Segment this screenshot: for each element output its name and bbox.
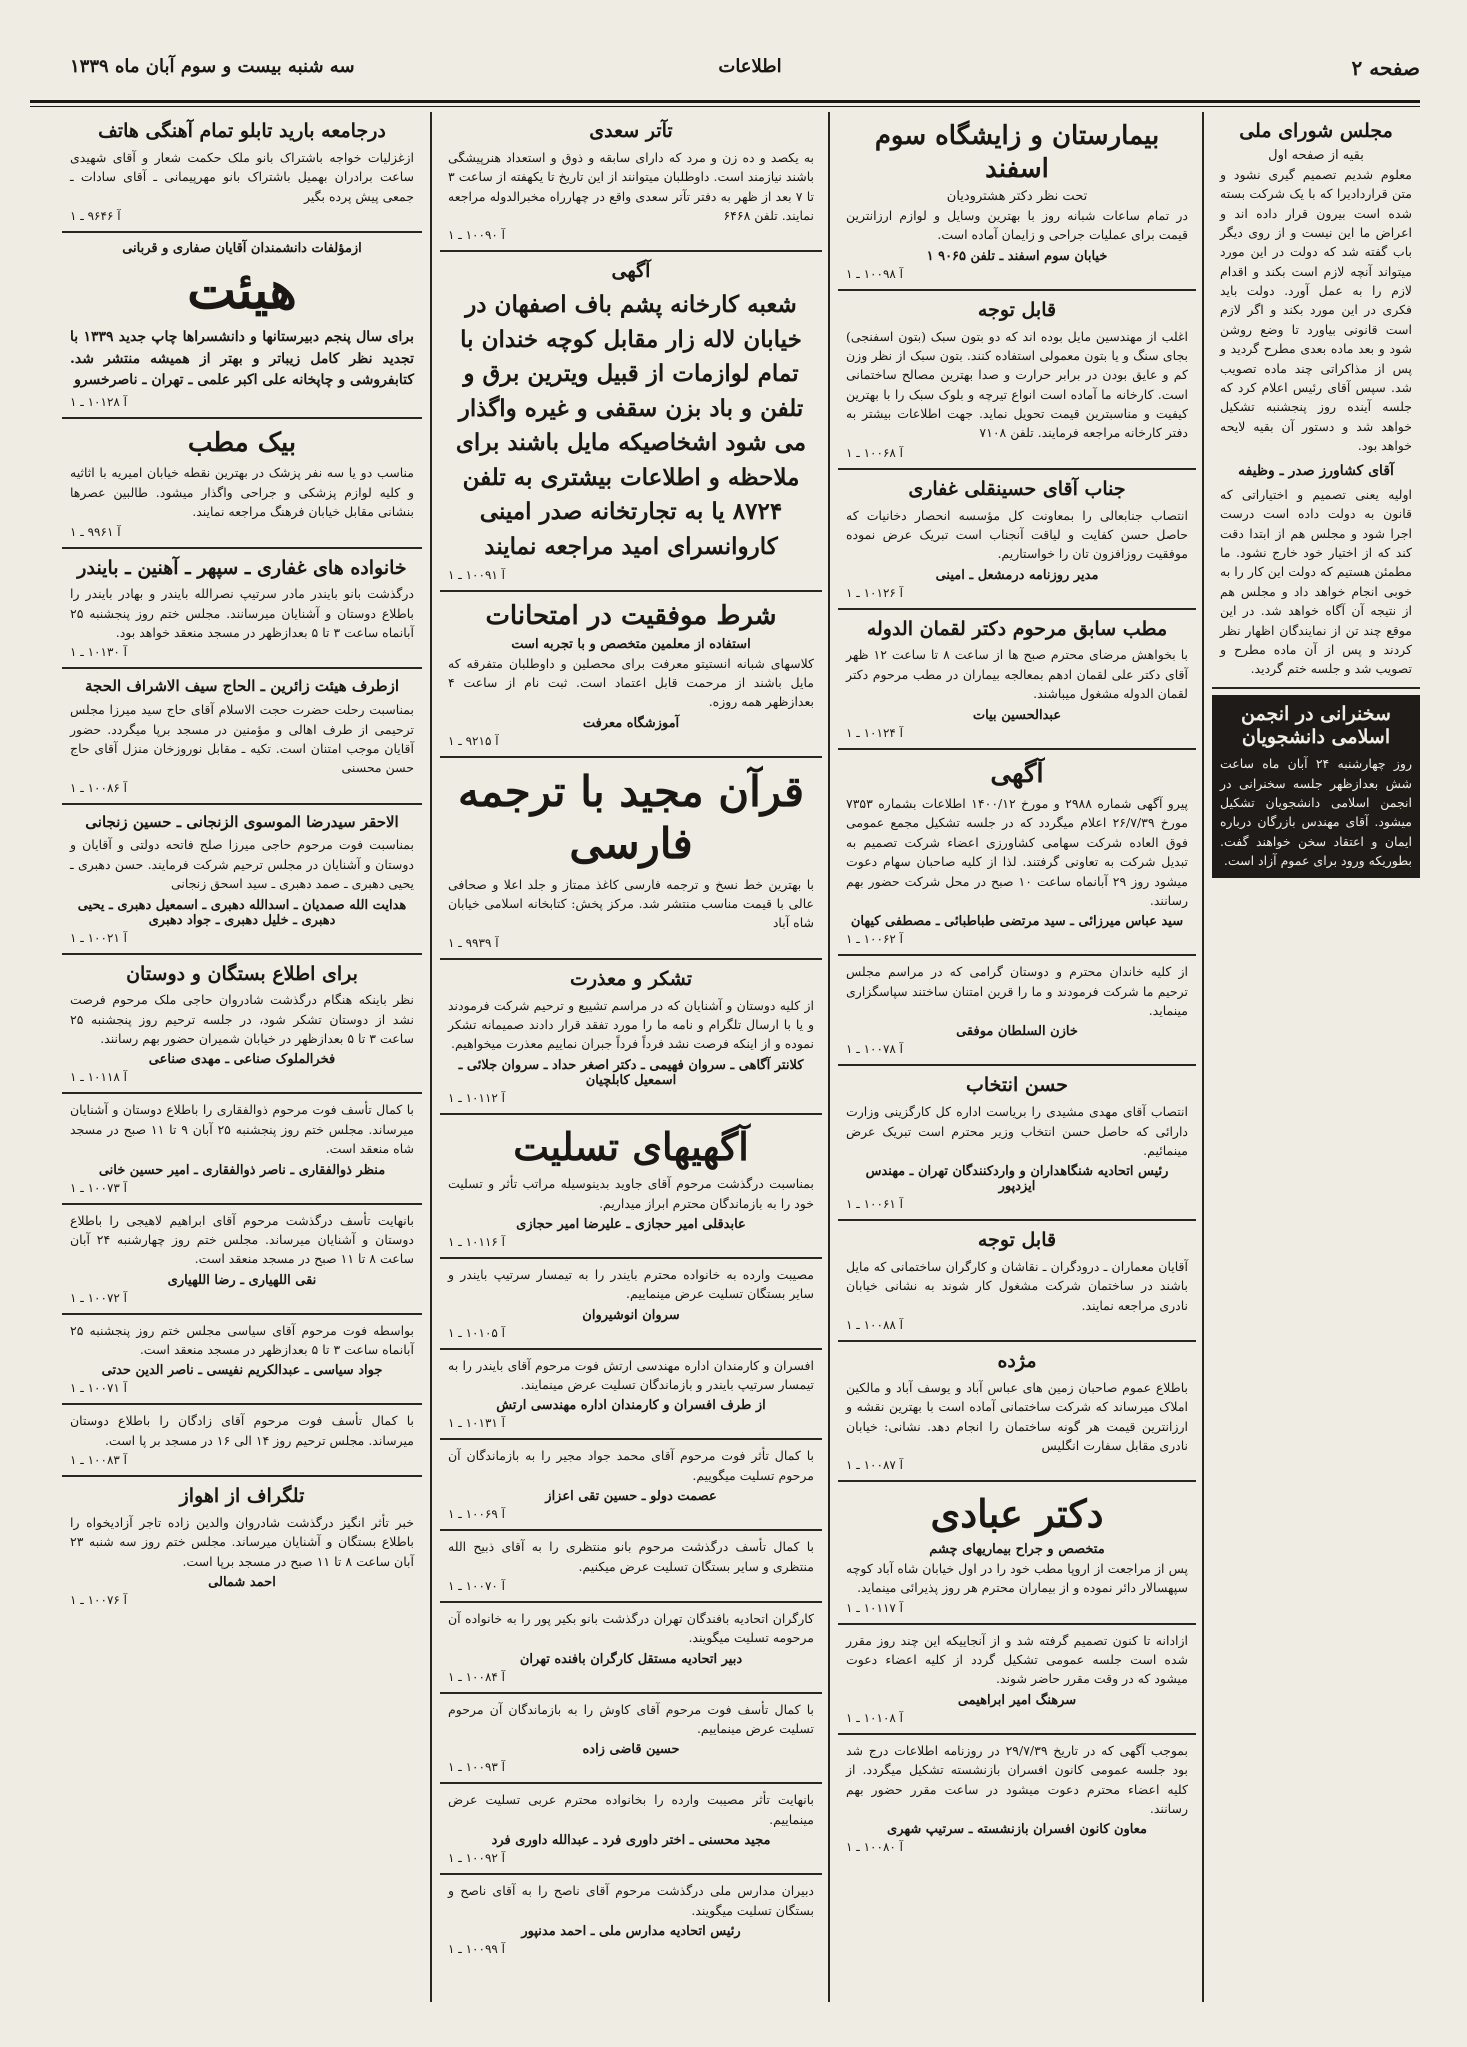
good-news-ad bbox=[838, 1342, 1196, 1482]
memorial-body: بمناسبت فوت مرحوم حاجی میرزا صلح فاتحه دولتی و آقایان و دوستان و آشنایان در مجلس ترحیم شرکت فرمایند. حسن دهبری ـ یحیی دهبری ـ صمد دهبری ـ سید اسحق زنجانی bbox=[70, 837, 414, 892]
doctor-ebadi-ad bbox=[838, 1482, 1196, 1624]
memorial-notice bbox=[62, 1205, 422, 1315]
apology-title: تشکر و معذرت bbox=[570, 967, 692, 990]
good-choice-title: حسن انتخاب bbox=[965, 1074, 1068, 1097]
lecture-title: سخنرانی در انجمن اسلامی دانشجویان bbox=[1241, 702, 1391, 749]
ad-code: آ ۱۰۰۷۳ ـ ۱ bbox=[70, 1180, 127, 1195]
concrete-ad bbox=[838, 291, 1196, 470]
ad-code: آ ۱۰۱۰۸ ـ ۱ bbox=[846, 1710, 903, 1725]
thanks-notice bbox=[838, 956, 1196, 1066]
memorial-body: با کمال تأسف فوت مرحوم آقای زادگان را باطلاع دوستان میرساند. مجلس ترحیم روز ۱۴ الی ۱۶ در مسجد بر پا است. bbox=[70, 1413, 414, 1448]
memorial-body: نظر باینکه هنگام درگذشت شادروان حاجی ملک مرحوم فرصت نشد از دوستان تشکر شود، در جلسه ترحیم روز پنجشنبه ۲۵ ساعت ۳ تا ۵ بعدازظهر در خیابان شمیران حضور بهم رسانند. bbox=[70, 992, 414, 1047]
factory-body: شعبه کارخانه پشم باف اصفهان در خیابان لاله زار مقابل کوچه خندان با تمام لوازمات از قبیل ویترین برق و تلفن و باد بزن سقفی و غیره واگذار می شود اشخاصیکه مایل باشند برای ملاحظه و اطلاعات بیشتری به تلفن ۸۷۲۴ یا به تجارتخانه صدر امینی کاروانسرای امید مراجعه نمایند bbox=[455, 291, 807, 560]
memorial-body: با کمال تأسف فوت مرحوم ذوالفقاری را باطلاع دوستان و آشنایان میرساند. مجلس ختم روز پنجشنبه ۲۵ آبان ۹ تا ۱۱ صبح در مسجد شاه منعقد است. bbox=[70, 1102, 414, 1157]
ad-code: آ ۱۰۰۹۸ ـ ۱ bbox=[846, 266, 903, 281]
hospital-body: در تمام ساعات شبانه روز با بهترین وسایل و لوازم ارزانترین قیمت برای عملیات جراحی و زایمان آماده است. bbox=[846, 208, 1188, 243]
ad-code: آ ۱۰۰۸۴ ـ ۱ bbox=[448, 1669, 505, 1684]
officers-sig: معاون کانون افسران بازنشسته ـ سرتیپ شهری bbox=[887, 1822, 1147, 1838]
parliament-subhead: آقای کشاورز صدر ـ وظیفه bbox=[1238, 463, 1394, 480]
saadi-theater-ad bbox=[440, 112, 822, 252]
music-program-ad bbox=[62, 112, 422, 233]
condolence-ad bbox=[440, 1603, 822, 1694]
ad-code: آ ۱۰۱۱۲ ـ ۱ bbox=[448, 1090, 505, 1105]
ad-code: آ ۱۰۱۰۵ ـ ۱ bbox=[448, 1325, 505, 1340]
ad-code: آ ۱۰۱۲۸ ـ ۱ bbox=[70, 394, 127, 409]
memorial-title: برای اطلاع بستگان و دوستان bbox=[126, 962, 358, 985]
misc-sig: سرهنگ امیر ابراهیمی bbox=[957, 1692, 1077, 1708]
memorial-sig: فخرالملوک صناعی ـ مهدی صناعی bbox=[148, 1052, 336, 1068]
obituary-families bbox=[62, 549, 422, 670]
quran-ad bbox=[440, 758, 822, 960]
ad-code: آ ۱۰۰۸۰ ـ ۱ bbox=[846, 1840, 903, 1855]
thanks-sig: خازن السلطان موفقی bbox=[956, 1024, 1078, 1040]
memorial-sig: جواد سیاسی ـ عبدالکریم نفیسی ـ ناصر الدین حدتی bbox=[101, 1363, 383, 1379]
ad-code: آ ۱۰۰۹۳ ـ ۱ bbox=[448, 1760, 505, 1775]
concrete-body: اغلب از مهندسین مایل بوده اند که دو بتون سبک (بتون اسفنجی) بجای سنگ و یا بتون معمولی استفاده کنند. بتون سبک از نظر وزن کم و عایق بودن در برابر حرارت و صدا بهترین مصالح ساختمانی است. کارخانه ما آماده است انواع تیرچه و بلوک سبک را با بهترین کیفیت و مناسبترین قیمت تحویل نماید. جهت اطلاعات بیشتر به دفتر کارخانه مراجعه فرمایند. تلفن ۷۱۰۸ bbox=[846, 328, 1188, 441]
memorial-body: بمناسبت رحلت حضرت حجت الاسلام آقای حاج سید میرزا مجلس ترحیمی از طرف اهالی و مؤمنین در مسجد برپا میگردد. حضور آقایان موجب امتنان است. تکیه ـ مقابل نوروزخان منزل آقای حاج حسن محسنی bbox=[70, 702, 414, 776]
music-body: ازغزلیات خواجه باشتراک بانو ملک حکمت شعار و آقای شهیدی ساعت برادران بهمیل باشتراک بانو مهرپیمانی ـ آقای سادات ـ جمعی پیش پرده بگیر bbox=[70, 149, 414, 204]
factory-branch-ad bbox=[440, 252, 822, 592]
ad-code: آ ۱۰۰۹۲ ـ ۱ bbox=[448, 1851, 505, 1866]
ad-code: آ ۹۲۱۵ ـ ۱ bbox=[448, 733, 499, 748]
lecture-body: روز چهارشنبه ۲۴ آبان ماه ساعت شش بعدازظهر جلسه سخنرانی در انجمن اسلامی دانشجویان تشکیل میشود. آقای مهندس بازرگان درباره ایمان و اعتقاد سخن خواهند گفت. بطوریکه ورود برای عموم آزاد است. bbox=[1220, 756, 1412, 868]
memorial-notice bbox=[62, 1405, 422, 1477]
builders-body: آقایان معماران ـ درودگران ـ نقاشان و کارگران ساختمانی که مایل باشند در ساختمان شرکت مشغول کار شوند به نشانی خیابان نادری مراجعه نمایند. bbox=[846, 1259, 1188, 1313]
memorial-title: ازطرف هیئت زائرین ـ الحاج سیف الاشراف الحجة bbox=[85, 677, 399, 696]
doctor-ebadi-title: دکتر عبادی bbox=[930, 1491, 1104, 1537]
good-choice-body: انتصاب آقای مهدی مشیدی را بریاست اداره کل کارگزینی وزارت دارائی که حاصل حسن انتخاب وزیر محترم است تبریک عرض مینمائیم. bbox=[846, 1104, 1188, 1158]
obituary-title: خانواده های غفاری ـ سپهر ـ آهنین ـ بایندر bbox=[77, 556, 407, 579]
condolence-sig: عابدقلی امیر حجازی ـ علیرضا امیر حجازی bbox=[516, 1216, 746, 1232]
hospital-address: خیابان سوم اسفند ـ تلفن ۹۰۶۵ ۱ bbox=[926, 248, 1108, 264]
memorial-sig: هدایت الله صمدیان ـ اسدالله دهبری ـ اسمعیل دهبری ـ یحیی دهبری ـ خلیل دهبری ـ جواد دهبری bbox=[77, 897, 407, 928]
ad-code: آ ۱۰۰۶۸ ـ ۱ bbox=[846, 445, 903, 460]
ad-code: آ ۱۰۰۶۹ ـ ۱ bbox=[448, 1507, 505, 1522]
hospital-sub: تحت نظر دکتر هشترودیان bbox=[946, 189, 1088, 204]
company-notice-title: آگهی bbox=[990, 758, 1044, 789]
officers-body: بموجب آگهی که در تاریخ ۲۹/۷/۳۹ در روزنامه اطلاعات درج شد بود جلسه عمومی کانون افسران بازنشسته تشکیل میگردد. از کلیه اعضاء محترم دعوت میشود در ساعت مقرر حضور بهم رسانند. bbox=[846, 1742, 1188, 1816]
condolence-ad bbox=[440, 1440, 822, 1531]
memorial-sig: منظر ذوالفقاری ـ ناصر ذوالفقاری ـ امیر حسین خانی bbox=[98, 1162, 386, 1178]
masthead bbox=[30, 40, 1420, 90]
condolence-body: با کمال تأسف فوت مرحوم آقای کاوش را به بازماندگان آن مرحوم تسلیت عرض مینماییم. bbox=[448, 1701, 814, 1736]
ad-code: آ ۱۰۰۹۰ ـ ۱ bbox=[448, 228, 505, 243]
ad-code: آ ۱۰۰۸۳ ـ ۱ bbox=[70, 1453, 127, 1468]
ad-code: آ ۱۰۰۷۸ ـ ۱ bbox=[846, 1042, 903, 1057]
condolence-ad bbox=[440, 1350, 822, 1441]
condolence-sig: حسین قاضی زاده bbox=[582, 1742, 680, 1758]
ad-code: آ ۱۰۰۸۷ ـ ۱ bbox=[846, 1458, 903, 1473]
ahvaz-telegram bbox=[62, 1477, 422, 1615]
misc-body: ازادانه تا کنون تصمیم گرفته شد و از آنجاییکه این چند روز مقرر شده است جلسه عمومی تشکیل گردد از کلیه اعضاء دعوت میشود که در وقت مقرر حاضر شوند. bbox=[846, 1632, 1188, 1687]
page-number: صفحه ۲ bbox=[1351, 56, 1420, 80]
ad-code: آ ۱۰۰۸۶ ـ ۱ bbox=[70, 780, 127, 795]
exam-sub: استفاده از معلمین متخصص و با تجربه است bbox=[511, 636, 751, 652]
ad-code: آ ۱۰۰۹۱ ـ ۱ bbox=[448, 568, 505, 582]
quran-title: قرآن مجید با ترجمه فارسی bbox=[457, 766, 805, 869]
exam-success-ad bbox=[440, 592, 822, 758]
ad-code: آ ۱۰۰۶۱ ـ ۱ bbox=[846, 1197, 903, 1212]
hospital-title: بیمارستان و زایشگاه سوم اسفند bbox=[874, 121, 1160, 184]
concrete-title: قابل توجه bbox=[977, 298, 1057, 321]
condolence-sig: رئیس اتحادیه مدارس ملی ـ احمد مدنپور bbox=[521, 1923, 741, 1939]
condolence-body: کارگران اتحادیه بافندگان تهران درگذشت بانو بکیر پور را به خانواده آن مرحومه تسلیت میگویند. bbox=[448, 1610, 814, 1646]
condolence-sig: از طرف افسران و کارمندان اداره مهندسی ارتش bbox=[496, 1398, 766, 1414]
condolence-ad bbox=[440, 1115, 822, 1259]
ad-code: آ ۱۰۰۷۲ ـ ۱ bbox=[70, 1290, 127, 1305]
issue-date: سه شنبه بیست و سوم آبان ماه ۱۳۳۹ bbox=[70, 56, 355, 77]
company-notice bbox=[838, 750, 1196, 957]
parliament-body-2: اولیه یعنی تصمیم و اختیاراتی که قانون به دولت داده است درست اجرا شود و مجلس هم از ابتدا دقت کند که از اختیار خود خارج نشود. ما مطمئن هستیم که دولت این کار را به خوبی انجام خواهد داد و مجلس هم از نتیجه آن آگاه خواهد شد. در این موقع چند تن از نمایندگان اظهار نظر کردند و پس از آن ماده مطرح و تصویب شد و جلسه ختم گردید. bbox=[1220, 486, 1412, 677]
book-title: هیئت bbox=[187, 259, 297, 321]
newspaper-name: اطلاعات bbox=[718, 56, 782, 77]
quran-body: با بهترین خط نسخ و ترجمه فارسی کاغذ ممتاز و جلد اعلا و صحافی عالی با قیمت مناسب منتشر شد. مرکز پخش: کتابخانه اسلامی خیابان شاه آباد bbox=[448, 876, 814, 931]
clinic-title: مطب سابق مرحوم دکتر لقمان الدوله bbox=[866, 617, 1168, 640]
condolence-ad bbox=[440, 1259, 822, 1350]
ghaffari-body: انتصاب جنابعالی را بمعاونت کل مؤسسه انحصار دخانیات که حاصل حسن کفایت و لیاقت آنجناب است تبریک عرض نموده موفقیت روزافزون تان را خواستاریم. bbox=[846, 507, 1188, 562]
ad-code: آ ۱۰۱۱۷ ـ ۱ bbox=[846, 1600, 903, 1615]
condolence-sig: دبیر اتحادیه مستقل کارگران بافنده تهران bbox=[519, 1651, 743, 1667]
book-body: برای سال پنجم دبیرستانها و دانشسراها چاپ جدید ۱۳۳۹ با تجدید نظر کامل زیباتر و بهتر از همیشه منتشر شد. کتابفروشی و چاپخانه علی اکبر علمی ـ تهران ـ ناصرخسرو bbox=[70, 328, 415, 389]
telegram-title: تلگراف از اهواز bbox=[179, 1485, 305, 1508]
memorial-notice bbox=[62, 805, 422, 955]
good-choice-sig: رئیس اتحادیه شنگاهداران و واردکنندگان تهران ـ مهندس ایزدپور bbox=[865, 1164, 1169, 1195]
thanks-apology bbox=[440, 960, 822, 1115]
masthead-rule-thin bbox=[30, 106, 1420, 107]
ad-code: آ ۱۰۰۷۱ ـ ۱ bbox=[70, 1381, 127, 1396]
ad-code: آ ۱۰۰۲۱ ـ ۱ bbox=[70, 930, 127, 945]
good-news-title: مژده bbox=[997, 1350, 1037, 1373]
condolence-body: دبیران مدارس ملی درگذشت مرحوم آقای ناصح را به آقای ناصح و بستگان تسلیت میگویند. bbox=[448, 1883, 814, 1918]
condolence-ad bbox=[440, 1784, 822, 1875]
memorial-sig: نقی اللهیاری ـ رضا اللهیاری bbox=[167, 1272, 317, 1288]
astronomy-book-ad bbox=[62, 233, 422, 419]
column-divider bbox=[430, 112, 432, 2002]
condolence-ad bbox=[440, 1875, 822, 1964]
telegram-body: خبر تأثر انگیز درگذشت شادروان والدین زاده تاجر آزادیخواه را باطلاع بستگان و آشنایان میرساند. مجلس ختم روز سه شنبه ۲۳ آبان ساعت ۸ تا ۱۱ صبح در مسجد برپا است. bbox=[70, 1514, 414, 1569]
builders-ad bbox=[838, 1221, 1196, 1342]
doctor-ebadi-body: پس از مراجعت از اروپا مطب خود را در اول خیابان شاه آباد کوچه سپهسالار دائر نموده و از بیماران محترم هر روز پذیرائی مینماید. bbox=[846, 1560, 1188, 1596]
memorial-notice bbox=[62, 1315, 422, 1406]
exam-title: شرط موفقیت در امتحانات bbox=[485, 601, 777, 631]
ad-code: آ ۱۰۰۹۹ ـ ۱ bbox=[448, 1941, 505, 1956]
ad-code: آ ۱۰۰۶۲ ـ ۱ bbox=[846, 932, 903, 947]
parliament-continued: بقیه از صفحه اول bbox=[1268, 147, 1364, 163]
memorial-notice bbox=[62, 669, 422, 804]
memorial-body: بواسطه فوت مرحوم آقای سیاسی مجلس ختم روز پنجشنبه ۲۵ آبانماه ساعت ۳ تا ۵ بعدازظهر در مسجد منعقد است. bbox=[70, 1322, 414, 1358]
clinic-body: با بخواهش مرضای محترم صبح ها از ساعت ۸ تا ساعت ۱۲ ظهر آقای دکتر علی لقمان ادهم بمعالجه بیماران در مطب مرحوم دکتر لقمان الدوله مشغول میباشند. bbox=[846, 647, 1188, 702]
ghaffari-title: جناب آقای حسینقلی غفاری bbox=[908, 477, 1126, 500]
memorial-body: بانهایت تأسف درگذشت مرحوم آقای ابراهیم لاهیجی را باطلاع دوستان و آشنایان میرساند. مجلس ختم روز چهارشنبه ۲۴ آبان ساعت ۸ تا ۱۱ صبح در مسجد منعقد است. bbox=[70, 1212, 414, 1267]
music-title: درجامعه بارید تابلو تمام آهنگی هاتف bbox=[98, 120, 386, 142]
builders-title: قابل توجه bbox=[977, 1229, 1057, 1252]
misc-notice bbox=[838, 1625, 1196, 1735]
condolence-section-title: آگهیهای تسلیت bbox=[513, 1123, 749, 1169]
memorial-notice bbox=[62, 1094, 422, 1204]
condolence-body: با کمال تأسف درگذشت مرحوم بانو منتظری را به آقای ذبیح الله منتظری و سایر بستگان تسلیت عرض میکنیم. bbox=[448, 1539, 814, 1574]
masthead-rule bbox=[30, 100, 1420, 103]
ad-code: آ ۱۰۱۳۰ ـ ۱ bbox=[70, 645, 127, 660]
clinic-sig: عبدالحسین بیات bbox=[972, 707, 1062, 723]
doctor-ebadi-specialty: متخصص و جراح بیماریهای چشم bbox=[929, 1541, 1105, 1557]
apology-sig: کلانتر آگاهی ـ سروان فهیمی ـ دکتر اصغر حداد ـ سروان جلائی ـ اسمعیل کابلچیان bbox=[458, 1057, 804, 1088]
clinic-rent-title: بیک مطب bbox=[187, 427, 297, 458]
parliament-body: معلوم شدیم تصمیم گیری نشود و متن قراردادیرا که با یک شرکت بسته شده است بیرون قرار داده اند و اعراض ما این نیست و از روی دیگر باب گفته شد که دولت در این مورد میتواند آنچه لازم است بکند و اقدام لازم را به عمل آورد. دولت باید فکری در این مورد بکند و اگر لازم است قانونی بیاورد تا وضع روشن شود و بعد ماده بعدی مطرح گردید و پس از مذاکراتی چند ماده تصویب شد. سپس آقای رئیس اعلام کرد که جلسه آینده روز پنجشنبه تشکیل خواهد شد و دستور آن بقیه لایحه خواهد بود. bbox=[1220, 166, 1412, 453]
condolence-body: بمناسبت درگذشت مرحوم آقای جاوید بدینوسیله مراتب تأثر و تسلیت خود را به بازماندگان محترم ابراز میداریم. bbox=[448, 1176, 814, 1211]
column-ads-4 bbox=[62, 112, 422, 2002]
memorial-notice bbox=[62, 955, 422, 1095]
exam-body: کلاسهای شبانه انستیتو معرفت برای محصلین و داوطلبان متفرقه که مایل باشند از مرحمت قابل اعتماد است. ثبت نام از ساعت ۴ بعدازظهر همه روزه. bbox=[448, 655, 814, 710]
condolence-sig: عصمت دولو ـ حسین تقی اعزاز bbox=[545, 1489, 717, 1505]
congrats-ghaffari bbox=[838, 470, 1196, 610]
ad-code: آ ۱۰۱۲۴ ـ ۱ bbox=[846, 725, 903, 740]
column-divider bbox=[1202, 112, 1204, 2002]
condolence-ad bbox=[440, 1531, 822, 1603]
condolence-body: با کمال تأثر فوت مرحوم آقای محمد جواد مجیر را به بازماندگان آن مرحوم تسلیت میگوییم. bbox=[448, 1448, 814, 1483]
column-parliament bbox=[1212, 112, 1420, 2002]
exam-sig: آموزشگاه معرفت bbox=[582, 715, 680, 731]
book-authors: ازمؤلفات دانشمندان آقایان صفاری و قربانی bbox=[122, 240, 362, 256]
company-notice-body: پیرو آگهی شماره ۲۹۸۸ و مورخ ۱۴۰۰/۱۲ اطلاعات بشماره ۷۳۵۳ مورخ ۲۶/۷/۳۹ اعلام میگردد که در جلسه تشکیل مجمع عمومی فوق العاده شرکت سهامی کشاورزی اعضاء شرکت تصمیم به تبدیل شرکت به تعاونی گرفتند. لذا از کلیه صاحبان سهام دعوت میشود روز ۲۹ آبانماه ساعت ۱۰ صبح در محل شرکت حضور بهم رسانند. bbox=[846, 796, 1188, 908]
ad-code: آ ۱۰۰۷۶ ـ ۱ bbox=[70, 1593, 127, 1608]
thanks-body: از کلیه خاندان محترم و دوستان گرامی که در مراسم مجلس ترحیم ما شرکت فرمودند و ما را قرین امتنان ساختند سپاسگزاری مینماید. bbox=[846, 964, 1188, 1018]
condolence-sig: سروان انوشیروان bbox=[582, 1307, 680, 1323]
company-notice-sig: سید عباس میرزائی ـ سید مرتضی طباطبائی ـ مصطفی کیهان bbox=[850, 914, 1184, 930]
condolence-ad bbox=[440, 1694, 822, 1785]
ad-code: آ ۱۰۱۲۶ ـ ۱ bbox=[846, 585, 903, 600]
factory-title: آگهی bbox=[611, 260, 651, 283]
ad-code: آ ۱۰۰۸۸ ـ ۱ bbox=[846, 1318, 903, 1333]
parliament-title: مجلس شورای ملی bbox=[1239, 120, 1393, 142]
condolence-body: مصیبت وارده به خانواده محترم بایندر را به تیمسار سرتیپ بایندر و سایر بستگان تسلیت عرض مینماییم. bbox=[448, 1266, 814, 1302]
obituary-body: درگذشت بانو بایندر مادر سرتیپ نصرالله بایندر و بهادر بایندر را باطلاع دوستان و آشنایان میرسانند. مجلس ختم روز پنجشنبه ۲۵ آبانماه ساعت ۳ تا ۵ بعدازظهر در مسجد منعقد خواهد بود. bbox=[70, 586, 414, 641]
parliament-report bbox=[1212, 112, 1420, 689]
ad-code: آ ۱۰۱۱۶ ـ ۱ bbox=[448, 1234, 505, 1249]
ad-code: آ ۹۹۳۹ ـ ۱ bbox=[448, 935, 499, 950]
ad-code: آ ۹۹۶۱ ـ ۱ bbox=[70, 524, 121, 539]
column-ads-2 bbox=[838, 112, 1196, 2002]
ad-code: آ ۱۰۰۷۰ ـ ۱ bbox=[448, 1578, 505, 1593]
ad-code: آ ۱۰۱۳۱ ـ ۱ bbox=[448, 1416, 505, 1431]
good-choice-ad bbox=[838, 1066, 1196, 1221]
clinic-rent-ad bbox=[62, 419, 422, 549]
condolence-body: افسران و کارمندان اداره مهندسی ارتش فوت مرحوم آقای بایندر را به تیمسار سرتیپ بایندر و بازماندگان تسلیت عرض مینمایند. bbox=[448, 1357, 814, 1392]
clinic-ad bbox=[838, 610, 1196, 750]
ad-code: آ ۹۶۴۶ ـ ۱ bbox=[70, 208, 121, 223]
ad-code: آ ۱۰۱۱۸ ـ ۱ bbox=[70, 1070, 127, 1085]
telegram-sig: احمد شمالی bbox=[208, 1575, 276, 1591]
saadi-body: به یکصد و ده زن و مرد که دارای سابقه و ذوق و استعداد هنرپیشگی باشند نیازمند است. داوطلبان میتوانند از این تاریخ تا یکهفته از ساعت ۳ تا ۷ بعد از ظهر به دفتر تآتر سعدی واقع در چهارراه مخبرالدوله مراجعه نمایند. تلفن ۶۴۶۸ bbox=[448, 149, 814, 223]
apology-body: از کلیه دوستان و آشنایان که در مراسم تشییع و ترحیم شرکت فرمودند و یا با ارسال تلگرام و نامه ما را مورد تفقد قرار دادند صمیمانه تشکر نموده و از اینکه فرصت نشد فرداً فرداً جبران نماییم معذرت میخواهیم. bbox=[448, 997, 814, 1052]
student-lecture-notice bbox=[1212, 695, 1420, 879]
saadi-title: تآتر سعدی bbox=[589, 120, 673, 142]
officers-notice bbox=[838, 1735, 1196, 1863]
column-ads-3 bbox=[440, 112, 822, 2002]
good-news-body: باطلاع عموم صاحبان زمین های عباس آباد و یوسف آباد و مالکین املاک میرساند که شرکت ساختمانی آماده است با بهترین نقشه و ارزانترین قیمت هر گونه ساختمان را انجام دهد. نشانی: خیابان نادری مقابل سفارت انگلیس bbox=[846, 1379, 1188, 1453]
ghaffari-sig: مدیر روزنامه درمشعل ـ امینی bbox=[935, 567, 1099, 583]
memorial-title: الاحقر سیدرضا الموسوی الزنجانی ـ حسین زنجانی bbox=[85, 812, 399, 831]
hospital-ad bbox=[838, 112, 1196, 291]
condolence-body: بانهایت تأثر مصیبت وارده را بخانواده محترم عربی تسلیت عرض مینماییم. bbox=[448, 1792, 814, 1827]
column-divider bbox=[828, 112, 830, 2002]
clinic-rent-body: مناسب دو یا سه نفر پزشک در بهترین نقطه خیابان امیریه با اثاثیه و کلیه لوازم پزشکی و جراحی واگذار میشود. طالبین عصرها بنشانی مقابل خیابان فرهنگ مراجعه نمایند. bbox=[70, 465, 414, 520]
condolence-sig: مجید محسنی ـ اختر داوری فرد ـ عبدالله داوری فرد bbox=[491, 1833, 771, 1849]
